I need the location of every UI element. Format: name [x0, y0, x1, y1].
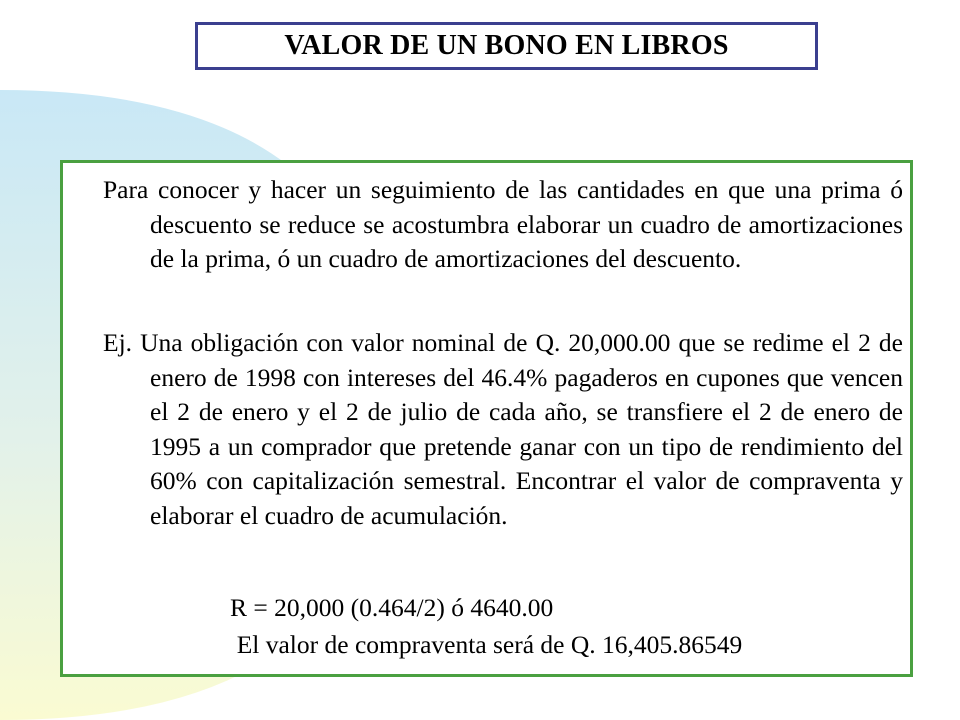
title-box	[195, 22, 818, 70]
intro-paragraph: Para conocer y hacer un seguimiento de las cantidades en que una prima ó descuento se reduce se acostumbra elaborar un cuadro de amortizaciones de la prima, ó un cuadro de amortizaciones del descuento.	[103, 175, 903, 273]
purchase-value-result: El valor de compraventa será de Q. 16,405.86549	[236, 630, 743, 659]
example-paragraph: Ej. Una obligación con valor nominal de Q. 20,000.00 que se redime el 2 de enero de 1998 con intereses del 46.4% pagaderos en cupones que vencen el 2 de enero y el 2 de julio de cada año, se transfiere el 2 de enero de 1995 a un comprador que pretende ganar con un tipo de rendimiento del 60% con capitalización semestral. Encontrar el valor de compraventa y elaborar el cuadro de acumulación.	[103, 328, 903, 530]
coupon-formula: R = 20,000 (0.464/2) ó 4640.00	[230, 593, 554, 622]
content-box	[60, 160, 913, 677]
slide-title: VALOR DE UN BONO EN LIBROS	[284, 30, 729, 61]
